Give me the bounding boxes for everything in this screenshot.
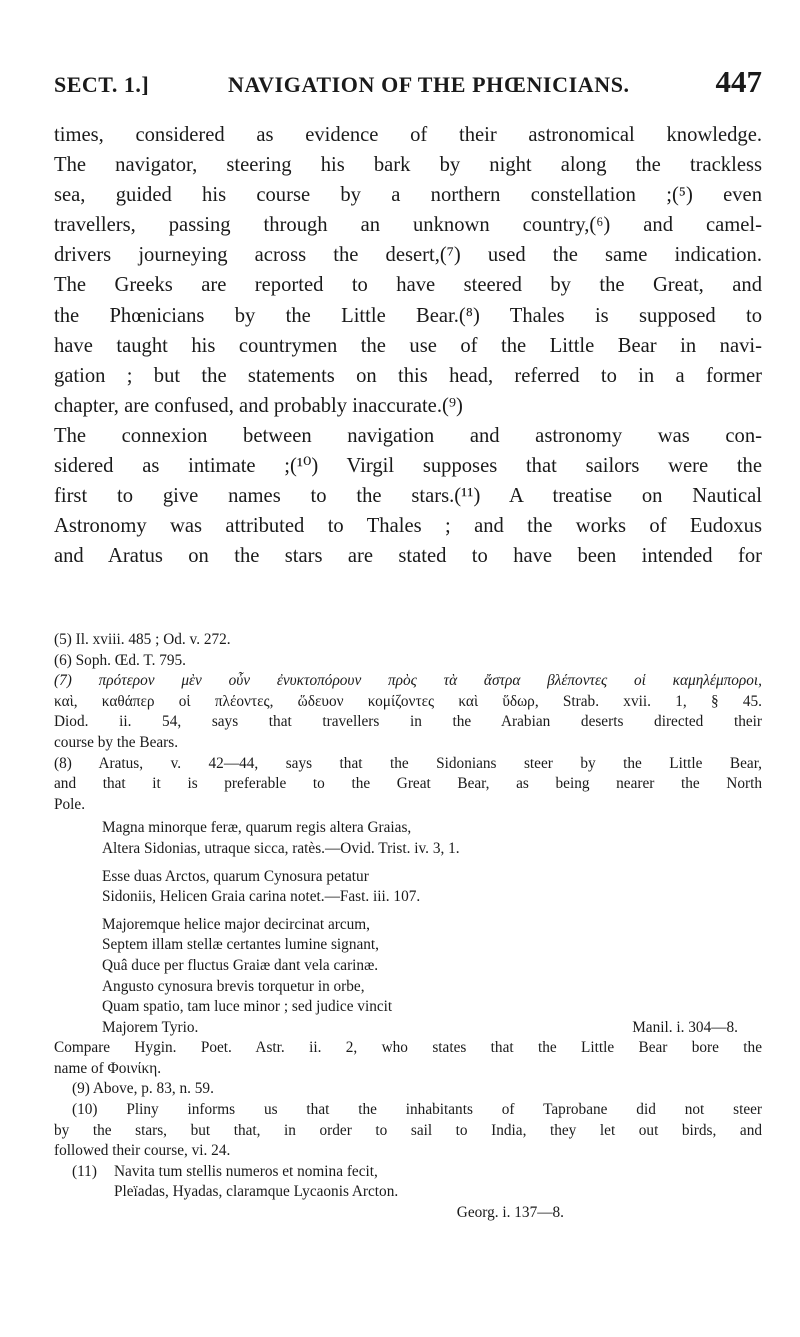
text-line: The connexion between navigation and astronomy was con- bbox=[54, 424, 762, 447]
verse-line: Quam spatio, tam luce minor ; sed judice vincit bbox=[102, 998, 393, 1016]
footnote-text: (7) πρότερον μὲν οὖν ἐνυκτοπόρουν πρὸς τὰ ἄστρα βλέποντες οἱ καμηλέμποροι, bbox=[54, 672, 762, 690]
footnote-text: (9) Above, p. 83, n. 59. bbox=[72, 1080, 214, 1098]
footnote-text: (5) Il. xviii. 485 ; Od. v. 272. bbox=[54, 631, 231, 648]
verse-citation: Manil. i. 304—8. bbox=[632, 1018, 738, 1036]
footnote-text: course by the Bears. bbox=[54, 733, 179, 751]
footnote-text: Pole. bbox=[54, 795, 86, 813]
text-line: The navigator, steering his bark by night along the trackless bbox=[54, 154, 762, 177]
footnotes bbox=[54, 630, 762, 1224]
main-text bbox=[54, 120, 762, 571]
text-line: Astronomy was attributed to Thales ; and the works of Eudoxus bbox=[54, 515, 762, 538]
text-line: sidered as intimate ;(¹⁰) Virgil supposes that sailors were the bbox=[54, 455, 762, 478]
text-line: first to give names to the stars.(¹¹) A treatise on Nautical bbox=[54, 485, 762, 508]
text-line: and Aratus on the stars are stated to have been intended for bbox=[54, 545, 762, 568]
footnote-6 bbox=[54, 651, 762, 672]
footnote-text: καὶ, καθάπερ οἱ πλέοντες, ὥδευον κομίζοντες καὶ ὕδωρ, Strab. xvii. 1, § 45. bbox=[54, 692, 762, 710]
footnote-text: (8) Aratus, v. 42—44, says that the Sidonians steer by the Little Bear, bbox=[54, 754, 762, 772]
verse-quote-virgil bbox=[72, 1182, 762, 1223]
section-label: SECT. 1.] bbox=[54, 72, 150, 97]
footnote-7 bbox=[54, 671, 762, 753]
verse-quote-manilius bbox=[54, 915, 762, 1039]
footnote-9 bbox=[54, 1079, 762, 1100]
footnote-11 bbox=[54, 1162, 762, 1224]
verse-citation-line bbox=[114, 1203, 564, 1224]
text-line: have taught his countrymen the use of the Little Bear in navi- bbox=[54, 334, 762, 357]
verse-line: Majorem Tyrio. bbox=[102, 1018, 199, 1036]
text-line: The Greeks are reported to have steered by the Great, and bbox=[54, 274, 762, 297]
page-number: 447 bbox=[715, 64, 762, 99]
running-header bbox=[54, 64, 762, 112]
text-line: sea, guided his course by a northern constellation ;(⁵) even bbox=[54, 184, 762, 207]
verse-citation: Georg. i. 137—8. bbox=[456, 1204, 564, 1222]
footnote-text: by the stars, but that, in order to sail to India, they let out birds, and bbox=[54, 1121, 762, 1139]
verse-line: Altera Sidonias, utraque sicca, ratès.—Ovid. Trist. iv. 3, 1. bbox=[102, 839, 460, 857]
running-title: NAVIGATION OF THE PHŒNICIANS. bbox=[228, 72, 630, 97]
verse-line: Quâ duce per fluctus Graiæ dant vela carinæ. bbox=[102, 956, 379, 974]
verse-line: Magna minorque feræ, quarum regis altera Graias, bbox=[102, 819, 412, 837]
footnote-text: followed their course, vi. 24. bbox=[54, 1142, 231, 1160]
verse-line: Majoremque helice major decircinat arcum, bbox=[102, 915, 370, 933]
footnote-8 bbox=[54, 754, 762, 1080]
verse-line-with-citation bbox=[102, 1018, 738, 1039]
text-line: gation ; but the statements on this head, referred to in a former bbox=[54, 364, 762, 387]
verse-quote-ovid-fast bbox=[54, 867, 762, 908]
footnote-text: Compare Hygin. Poet. Astr. ii. 2, who states that the Little Bear bore the bbox=[54, 1039, 762, 1057]
verse-line: Pleïadas, Hyadas, claramque Lycaonis Arcton. bbox=[114, 1183, 399, 1201]
footnote-text: name of Φοινίκη. bbox=[54, 1059, 162, 1077]
footnote-label: (11) bbox=[72, 1162, 97, 1180]
verse-line: Sidoniis, Helicen Graia carina notet.—Fast. iii. 107. bbox=[102, 888, 421, 906]
text-line: travellers, passing through an unknown country,(⁶) and camel- bbox=[54, 214, 762, 237]
verse-line: Angusto cynosura brevis torquetur in orbe, bbox=[102, 977, 365, 995]
text-line: chapter, are confused, and probably inaccurate.(⁹) bbox=[54, 394, 463, 417]
verse-line: Esse duas Arctos, quarum Cynosura petatur bbox=[102, 867, 369, 885]
text-line: the Phœnicians by the Little Bear.(⁸) Thales is supposed to bbox=[54, 304, 762, 327]
text-line: drivers journeying across the desert,(⁷) used the same indication. bbox=[54, 244, 762, 267]
text-line: times, considered as evidence of their astronomical knowledge. bbox=[54, 124, 762, 146]
verse-line: Navita tum stellis numeros et nomina fecit, bbox=[114, 1162, 378, 1180]
footnote-text: and that it is preferable to the Great Bear, as being nearer the North bbox=[54, 775, 762, 793]
footnote-text: (6) Soph. Œd. T. 795. bbox=[54, 651, 187, 669]
verse-quote-ovid-trist bbox=[54, 818, 762, 859]
footnote-text: (10) Pliny informs us that the inhabitants of Taprobane did not steer bbox=[72, 1101, 762, 1119]
verse-line: Septem illam stellæ certantes lumine signant, bbox=[102, 936, 379, 954]
footnote-10 bbox=[54, 1100, 762, 1162]
footnote-5 bbox=[54, 630, 762, 651]
footnote-line bbox=[72, 1162, 762, 1183]
footnote-text: Diod. ii. 54, says that travellers in the Arabian deserts directed their bbox=[54, 713, 762, 731]
